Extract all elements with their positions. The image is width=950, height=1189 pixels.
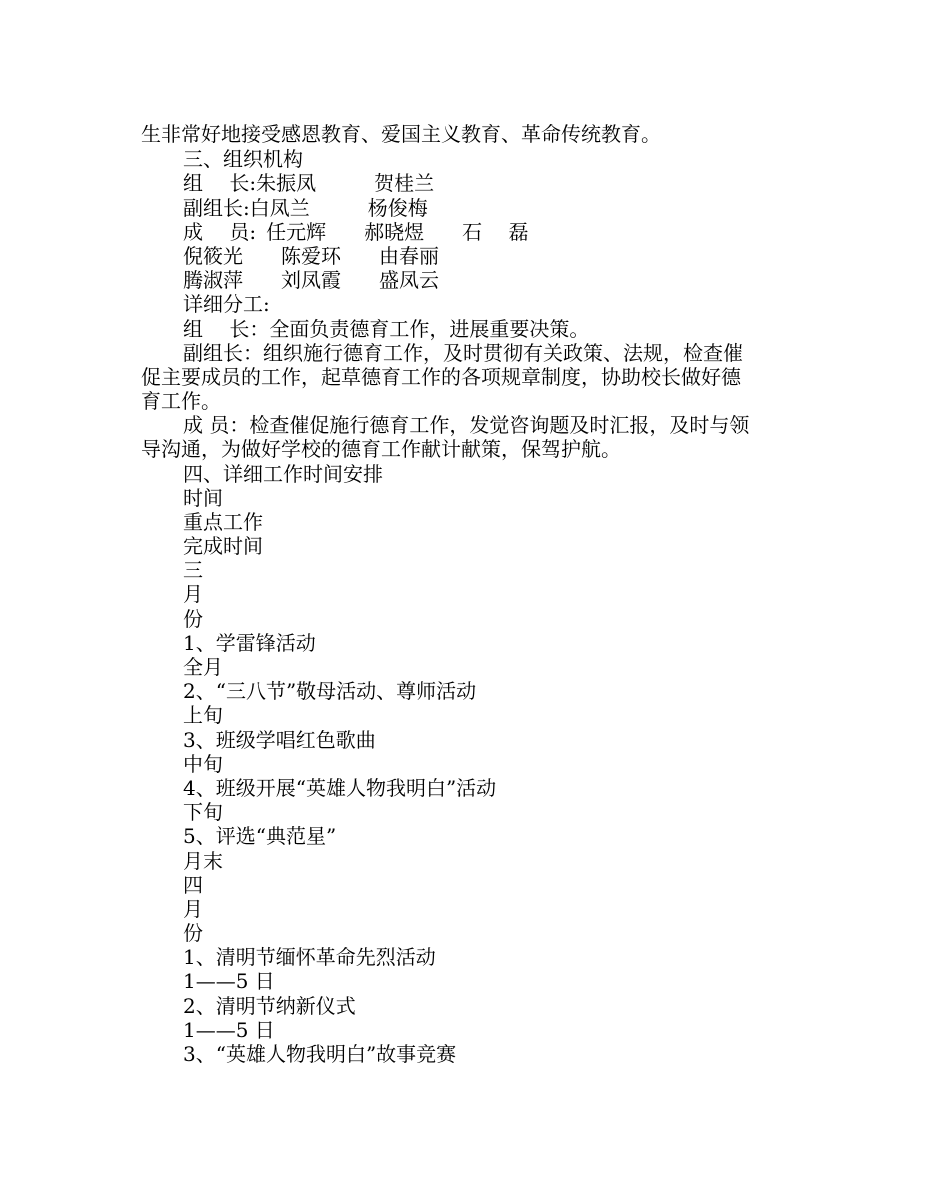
duty-member-line1: 成 员：检查催促施行德育工作，发觉咨询题及时汇报，及时与领	[183, 413, 750, 437]
org-member-line	[183, 220, 950, 244]
org-leader-line	[183, 171, 950, 195]
member-name: 刘凤霞	[281, 268, 341, 292]
vice-label: 副组长:	[183, 196, 250, 220]
month-char: 份	[183, 607, 203, 631]
member-name: 盛凤云	[379, 268, 439, 292]
month-char: 三	[183, 558, 203, 582]
month-char: 四	[183, 873, 203, 897]
duty-title: 详细分工:	[183, 292, 270, 316]
leader-name-1: 朱振凤	[256, 171, 317, 195]
schedule-when: 月末	[183, 849, 223, 873]
schedule-task: 2、清明节纳新仪式	[183, 994, 356, 1018]
duty-vice-line3: 育工作。	[141, 389, 221, 413]
schedule-task: 1、学雷锋活动	[183, 631, 316, 655]
schedule-task: 3、“英雄人物我明白”故事竞赛	[183, 1042, 457, 1066]
schedule-when: 下旬	[183, 800, 223, 824]
month-char: 月	[183, 582, 203, 606]
member-name: 石 磊	[462, 220, 529, 244]
member-name: 郝晓煜	[364, 220, 425, 244]
org-member-row2	[183, 244, 950, 268]
leader-name-2: 贺桂兰	[374, 171, 435, 195]
org-member-row3	[183, 268, 950, 292]
section3-title: 三、组织机构	[183, 147, 303, 171]
member-name: 倪筱光	[183, 244, 243, 268]
month-char: 份	[183, 921, 203, 945]
table-header-task: 重点工作	[183, 510, 263, 534]
duty-member-line2: 导沟通，为做好学校的德育工作献计献策，保驾护航。	[141, 437, 621, 461]
table-header-done: 完成时间	[183, 534, 263, 558]
schedule-when: 1——5 日	[183, 1018, 275, 1042]
vice-name-2: 杨俊梅	[367, 196, 428, 220]
schedule-task: 3、班级学唱红色歌曲	[183, 728, 376, 752]
org-vice-line	[183, 196, 950, 220]
schedule-task: 1、清明节缅怀革命先烈活动	[183, 945, 436, 969]
leader-label: 组 长:	[183, 171, 257, 195]
schedule-when: 中旬	[183, 752, 223, 776]
month-char: 月	[183, 897, 203, 921]
member-name: 腾淑萍	[183, 268, 243, 292]
member-name: 陈爱环	[281, 244, 341, 268]
duty-vice-line2: 促主要成员的工作，起草德育工作的各项规章制度，协助校长做好德	[141, 365, 741, 389]
schedule-when: 全月	[183, 655, 223, 679]
member-name: 由春丽	[379, 244, 439, 268]
table-header-time: 时间	[183, 486, 223, 510]
duty-vice-line1: 副组长：组织施行德育工作，及时贯彻有关政策、法规，检查催	[183, 341, 743, 365]
schedule-when: 1——5 日	[183, 969, 275, 993]
schedule-task: 5、评选“典范星”	[183, 824, 337, 848]
vice-name-1: 白凤兰	[249, 196, 310, 220]
intro-tail-line: 生非常好地接受感恩教育、爱国主义教育、革命传统教育。	[141, 122, 661, 146]
duty-leader: 组 长：全面负责德育工作，进展重要决策。	[183, 317, 590, 341]
member-name: 任元辉	[266, 220, 327, 244]
schedule-task: 2、“三八节”敬母活动、尊师活动	[183, 679, 477, 703]
section4-title: 四、详细工作时间安排	[183, 462, 383, 486]
member-label: 成 员:	[183, 220, 257, 244]
schedule-when: 上旬	[183, 703, 223, 727]
schedule-task: 4、班级开展“英雄人物我明白”活动	[183, 776, 497, 800]
